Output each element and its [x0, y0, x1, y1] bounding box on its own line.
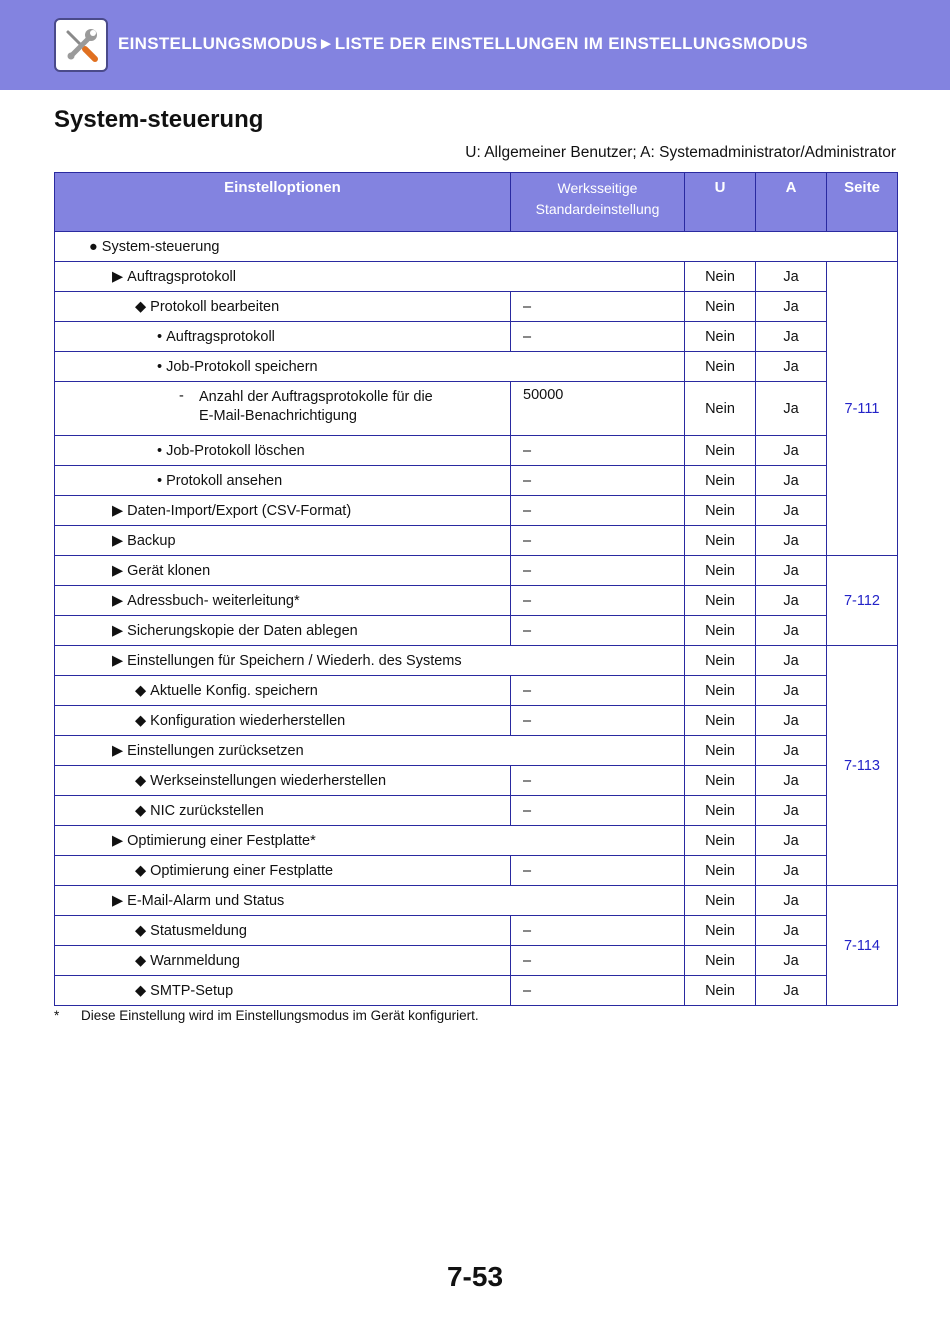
user-access: Nein [685, 736, 756, 766]
user-access: Nein [685, 262, 756, 292]
option-label: SMTP-Setup [150, 982, 234, 999]
user-access: Nein [685, 352, 756, 382]
header-title: EINSTELLUNGSMODUS►LISTE DER EINSTELLUNGEN IM EINSTELLUNGSMODUS [118, 34, 808, 53]
option-label: NIC zurückstellen [150, 802, 264, 819]
table-header-row [55, 173, 898, 232]
table-row [55, 262, 898, 292]
admin-access: Ja [756, 262, 827, 292]
default-value: – [511, 466, 685, 496]
table-row [55, 436, 898, 466]
section-label: System-steuerung [101, 238, 220, 255]
option-label: Auftragsprotokoll [127, 268, 236, 285]
table-row [55, 736, 898, 766]
default-value: – [511, 706, 685, 736]
admin-access: Ja [756, 352, 827, 382]
admin-access: Ja [756, 856, 827, 886]
table-row [55, 382, 898, 436]
triangle-right-icon: ▶ [112, 622, 124, 639]
table-row [55, 886, 898, 916]
page-number: 7-53 [446, 1261, 504, 1292]
table-row [55, 856, 898, 886]
triangle-right-icon: ▶ [112, 502, 124, 519]
user-access: Nein [685, 466, 756, 496]
page-reference-link[interactable]: 7-114 [827, 886, 898, 1006]
diamond-icon: ◆ [135, 298, 147, 315]
default-value: 50000 [511, 382, 685, 436]
column-header-default [511, 173, 685, 232]
option-label: Auftragsprotokoll [166, 328, 275, 345]
option-label: Werkseinstellungen wiederherstellen [150, 772, 387, 789]
user-access: Nein [685, 382, 756, 436]
option-cell [55, 382, 511, 436]
diamond-icon: ◆ [135, 952, 147, 969]
triangle-right-icon: ▶ [112, 562, 124, 579]
page-reference-link[interactable]: 7-113 [827, 646, 898, 886]
admin-access: Ja [756, 616, 827, 646]
small-bullet-icon: • [157, 328, 163, 345]
table-row [55, 676, 898, 706]
admin-access: Ja [756, 826, 827, 856]
table-row [55, 616, 898, 646]
table-row [55, 526, 898, 556]
option-cell [55, 262, 685, 292]
user-access: Nein [685, 826, 756, 856]
default-header-line1: Werksseitige [557, 180, 638, 196]
page-reference-link[interactable]: 7-112 [827, 556, 898, 646]
option-label: Protokoll ansehen [166, 472, 283, 489]
option-cell [55, 946, 511, 976]
user-access: Nein [685, 856, 756, 886]
option-cell [55, 916, 511, 946]
table-row [55, 292, 898, 322]
option-cell [55, 856, 511, 886]
option-cell [55, 586, 511, 616]
option-cell [55, 646, 685, 676]
option-label: Statusmeldung [150, 922, 247, 939]
admin-access: Ja [756, 436, 827, 466]
triangle-right-icon: ▶ [112, 832, 124, 849]
table-row [55, 556, 898, 586]
option-cell [55, 796, 511, 826]
page-title: System-steuerung [54, 106, 264, 133]
default-value: – [511, 976, 685, 1006]
user-access: Nein [685, 706, 756, 736]
admin-access: Ja [756, 676, 827, 706]
footnote [54, 1008, 479, 1023]
option-label: Job-Protokoll speichern [166, 358, 318, 375]
table-row [55, 586, 898, 616]
option-label: E-Mail-Alarm und Status [127, 892, 285, 909]
diamond-icon: ◆ [135, 922, 147, 939]
table-row [55, 916, 898, 946]
option-label: Optimierung einer Festplatte [150, 862, 334, 879]
user-access: Nein [685, 796, 756, 826]
user-access: Nein [685, 322, 756, 352]
small-bullet-icon: • [157, 358, 163, 375]
small-bullet-icon: • [157, 472, 163, 489]
diamond-icon: ◆ [135, 862, 147, 879]
admin-access: Ja [756, 646, 827, 676]
user-access: Nein [685, 292, 756, 322]
default-value: – [511, 856, 685, 886]
diamond-icon: ◆ [135, 682, 147, 699]
option-label: Aktuelle Konfig. speichern [150, 682, 318, 699]
option-label: Anzahl der Auftragsprotokolle für die E-Mail-Benachrichtigung [199, 388, 433, 424]
table-row [55, 646, 898, 676]
option-cell [55, 526, 511, 556]
user-access: Nein [685, 946, 756, 976]
option-cell [55, 436, 511, 466]
option-cell [55, 826, 685, 856]
option-cell [55, 766, 511, 796]
option-label: Job-Protokoll löschen [166, 442, 305, 459]
header-banner [0, 0, 950, 90]
default-value: – [511, 796, 685, 826]
triangle-right-icon: ▶ [112, 268, 124, 285]
option-label: Einstellungen zurücksetzen [127, 742, 304, 759]
user-access: Nein [685, 586, 756, 616]
user-access: Nein [685, 676, 756, 706]
table-row [55, 976, 898, 1006]
small-bullet-icon: • [157, 442, 163, 459]
table-row [55, 322, 898, 352]
default-value: – [511, 322, 685, 352]
option-cell [55, 352, 685, 382]
admin-access: Ja [756, 796, 827, 826]
section-row [55, 232, 898, 262]
option-label: Protokoll bearbeiten [150, 298, 280, 315]
user-access: Nein [685, 886, 756, 916]
page-reference-link[interactable]: 7-111 [827, 262, 898, 556]
option-cell [55, 496, 511, 526]
table-row [55, 706, 898, 736]
option-cell [55, 322, 511, 352]
default-value: – [511, 496, 685, 526]
default-value: – [511, 586, 685, 616]
admin-access: Ja [756, 706, 827, 736]
admin-access: Ja [756, 946, 827, 976]
option-label: Gerät klonen [127, 562, 211, 579]
user-access: Nein [685, 616, 756, 646]
admin-access: Ja [756, 886, 827, 916]
option-label: Optimierung einer Festplatte* [127, 832, 316, 849]
user-access: Nein [685, 646, 756, 676]
admin-access: Ja [756, 916, 827, 946]
user-access: Nein [685, 766, 756, 796]
option-cell [55, 676, 511, 706]
tools-icon [54, 18, 108, 72]
default-value: – [511, 292, 685, 322]
option-label: Adressbuch- weiterleitung* [127, 592, 300, 609]
default-value: – [511, 616, 685, 646]
footnote-mark: * [54, 1008, 60, 1023]
admin-access: Ja [756, 586, 827, 616]
table-row [55, 496, 898, 526]
table-row [55, 826, 898, 856]
column-header-u: U [685, 173, 756, 232]
table-row [55, 352, 898, 382]
option-cell [55, 976, 511, 1006]
diamond-icon: ◆ [135, 802, 147, 819]
option-cell [55, 556, 511, 586]
table-row [55, 466, 898, 496]
admin-access: Ja [756, 466, 827, 496]
role-legend: U: Allgemeiner Benutzer; A: Systemadministrator/Administrator [465, 144, 896, 161]
default-value: – [511, 676, 685, 706]
diamond-icon: ◆ [135, 772, 147, 789]
admin-access: Ja [756, 736, 827, 766]
triangle-right-icon: ▶ [112, 592, 124, 609]
admin-access: Ja [756, 976, 827, 1006]
user-access: Nein [685, 916, 756, 946]
dash-icon: - [179, 387, 184, 404]
option-cell [55, 292, 511, 322]
option-cell [55, 616, 511, 646]
default-value: – [511, 436, 685, 466]
option-cell [55, 886, 685, 916]
default-value: – [511, 766, 685, 796]
diamond-icon: ◆ [135, 712, 147, 729]
user-access: Nein [685, 976, 756, 1006]
option-cell [55, 706, 511, 736]
option-label: Warnmeldung [150, 952, 240, 969]
default-value: – [511, 916, 685, 946]
option-label: Daten-Import/Export (CSV-Format) [127, 502, 352, 519]
option-label: Sicherungskopie der Daten ablegen [127, 622, 358, 639]
option-label: Einstellungen für Speichern / Wiederh. des Systems [127, 652, 462, 669]
default-header-line2: Standardeinstellung [535, 201, 660, 217]
triangle-right-icon: ▶ [112, 652, 124, 669]
default-value: – [511, 526, 685, 556]
default-value: – [511, 556, 685, 586]
user-access: Nein [685, 496, 756, 526]
option-cell [55, 736, 685, 766]
admin-access: Ja [756, 382, 827, 436]
option-label: Backup [127, 532, 176, 549]
admin-access: Ja [756, 292, 827, 322]
default-value: – [511, 946, 685, 976]
table-row [55, 946, 898, 976]
column-header-a: A [756, 173, 827, 232]
user-access: Nein [685, 556, 756, 586]
option-label: Konfiguration wiederherstellen [150, 712, 346, 729]
diamond-icon: ◆ [135, 982, 147, 999]
triangle-right-icon: ▶ [112, 742, 124, 759]
option-cell [55, 466, 511, 496]
table-row [55, 796, 898, 826]
column-header-seite: Seite [827, 173, 898, 232]
admin-access: Ja [756, 322, 827, 352]
table-row [55, 766, 898, 796]
triangle-right-icon: ▶ [112, 532, 124, 549]
column-header-options: Einstelloptionen [55, 173, 511, 232]
bullet-icon: ● [89, 238, 98, 255]
settings-table [54, 172, 898, 1006]
admin-access: Ja [756, 526, 827, 556]
admin-access: Ja [756, 556, 827, 586]
user-access: Nein [685, 526, 756, 556]
user-access: Nein [685, 436, 756, 466]
admin-access: Ja [756, 496, 827, 526]
triangle-right-icon: ▶ [112, 892, 124, 909]
admin-access: Ja [756, 766, 827, 796]
footnote-text: Diese Einstellung wird im Einstellungsmodus im Gerät konfiguriert. [81, 1008, 479, 1023]
